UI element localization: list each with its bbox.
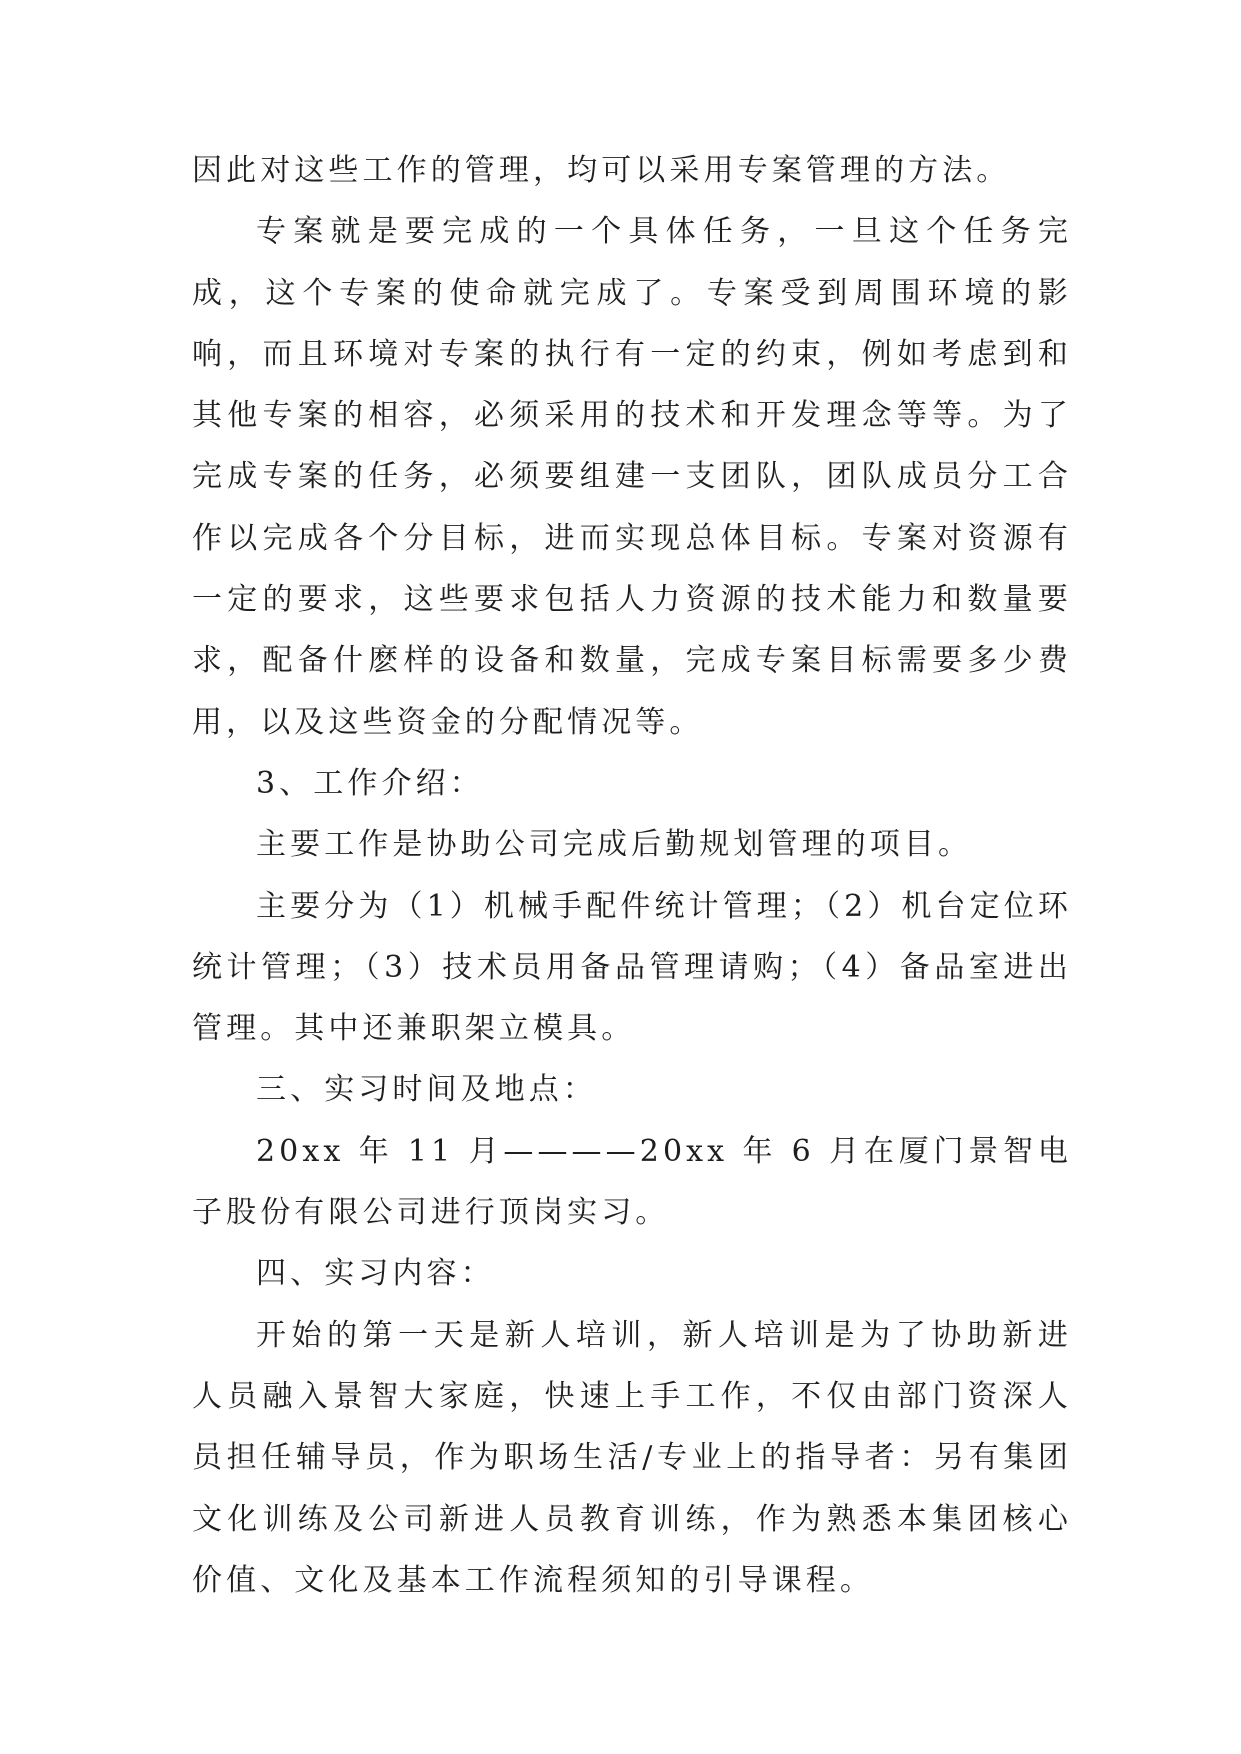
heading-internship-content: 四、实习内容： <box>256 1256 495 1292</box>
paragraph-main-work: 主要工作是协助公司完成后勤规划管理的项目。 <box>256 827 973 863</box>
paragraph-time-and-place: 20xx 年 11 月————20xx 年 6 月在厦门景智电子股份有限公司进行顶岗实习。 <box>192 1133 1072 1231</box>
document-page <box>192 140 1072 1611</box>
paragraph-project-definition: 专案就是要完成的一个具体任务，一旦这个任务完成，这个专案的使命就完成了。专案受到周围环境的影响，而且环境对专案的执行有一定的约束，例如考虑到和其他专案的相容，必须采用的技术和开发理念等等。为了完成专案的任务，必须要组建一支团队，团队成员分工合作以完成各个分目标，进而实现总体目标。专案对资源有一定的要求，这些要求包括人力资源的技术能力和数量要求，配备什麽样的设备和数量，完成专案目标需要多少费用，以及这些资金的分配情况等。 <box>192 214 1072 740</box>
paragraph-training: 开始的第一天是新人培训，新人培训是为了协助新进人员融入景智大家庭，快速上手工作，不仅由部门资深人员担任辅导员，作为职场生活/专业上的指导者：另有集团文化训练及公司新进人员教育训练，作为熟悉本集团核心价值、文化及基本工作流程须知的引导课程。 <box>192 1317 1072 1598</box>
paragraph-work-items: 主要分为（1）机械手配件统计管理；（2）机台定位环统计管理；（3）技术员用备品管理请购；（4）备品室进出管理。其中还兼职架立模具。 <box>192 888 1072 1047</box>
paragraph-1: 因此对这些工作的管理，均可以采用专案管理的方法。 <box>192 153 1011 188</box>
heading-time-and-place: 三、实习时间及地点： <box>256 1072 597 1108</box>
heading-work-introduction: 3、工作介绍： <box>256 765 484 801</box>
